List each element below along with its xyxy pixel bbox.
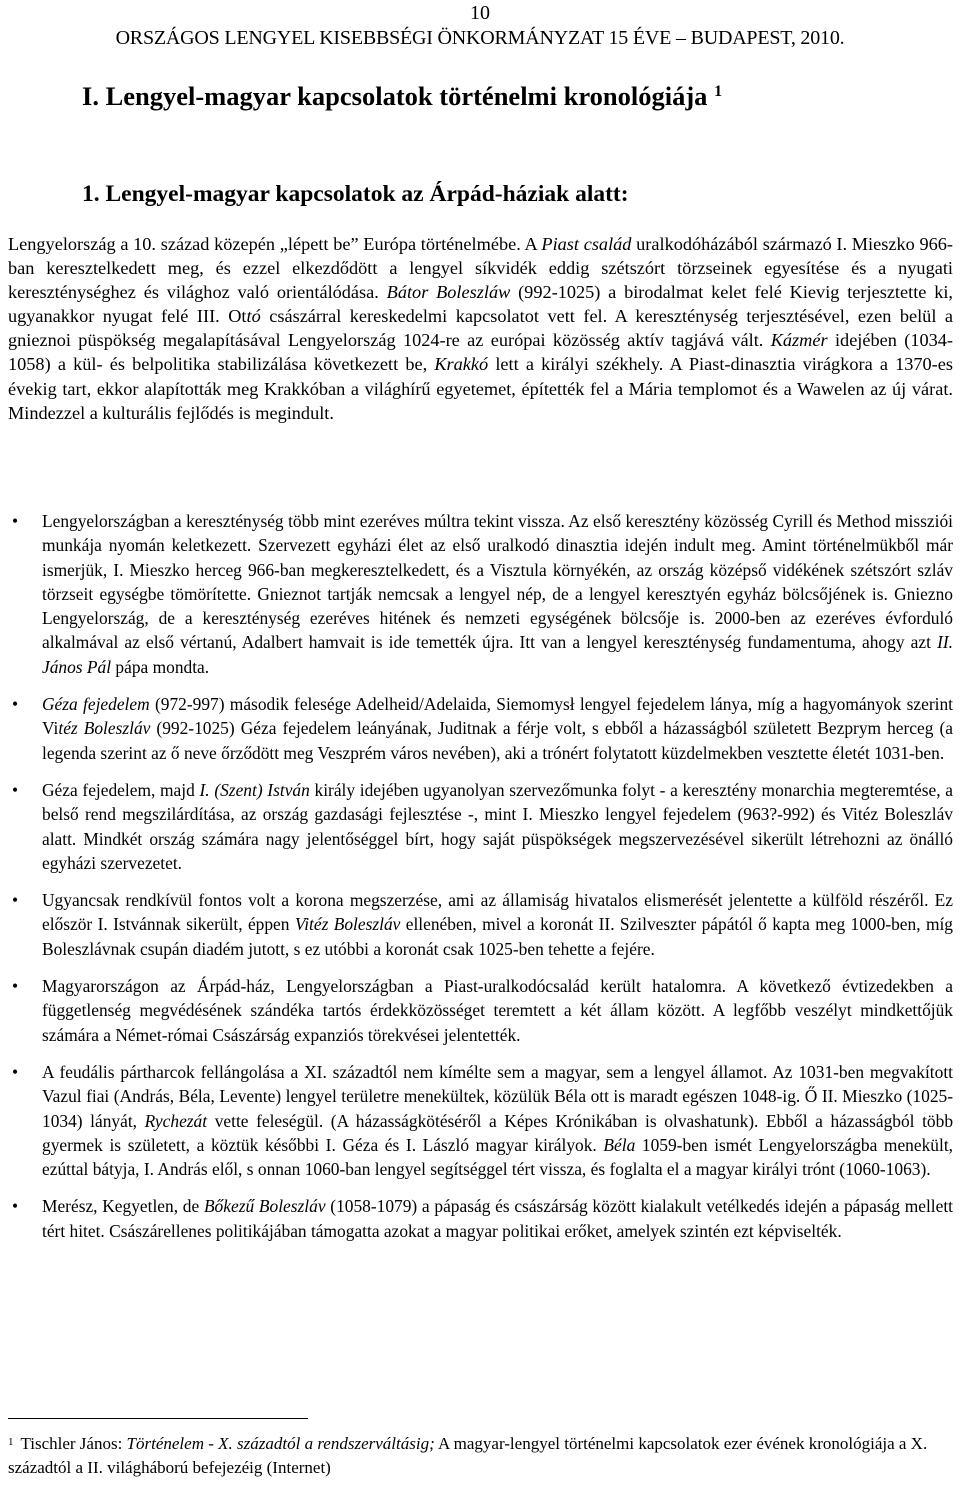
list-item [0,778,953,875]
intro-emphasis: Bátor Boleszláw [386,282,511,303]
list-item-text: Géza fejedelem, majd [42,779,200,800]
list-item-text: 1059-ben ismét Lengyelországba menekült, ezúttal bátyja, I. András elől, s onnan 1060-ban lengyel segítséggel tért vissza, és foglalta el a magyar királyi trónt (1060-1063). [42,1134,953,1180]
bullet-icon: • [12,511,19,531]
bullet-icon: • [12,779,19,800]
list-item-text: ellenében, mivel a koronát II. Szilveszter pápától ő kapta meg 1000-ben, míg Boleszlávnak csupán diadém jutott, s ez utóbbi a koronát csak 1025-ben tehette a fejére. [42,914,953,959]
bullet-icon: • [12,694,19,715]
bullet-icon: • [12,1196,19,1217]
bullet-icon: • [12,976,19,997]
intro-paragraph [8,232,953,425]
bullet-list [0,509,953,1243]
footnote [8,1432,948,1480]
list-item [0,1194,953,1243]
footnote-emphasis: Történelem - X. századtól a rendszerváltásig; [126,1434,435,1453]
footnote-separator [8,1418,308,1419]
footnote-reference[interactable]: 1 [714,83,723,100]
running-header: ORSZÁGOS LENGYEL KISEBBSÉGI ÖNKORMÁNYZAT 15 ÉVE – BUDAPEST, 2010. [115,27,845,49]
list-item-emphasis: I. (Szent) István [199,779,310,800]
footnote-text: Tischler János: [16,1434,127,1453]
list-item-text: király idejében ugyanolyan szervezőmunka folyt - a keresztény monarchia megteremtése, a belső rend megszilárdítása, az ország gazdasági fejlesztése -, mint I. Mieszko lengyel fejedelem (963?-992) és Vitéz Boleszláv alatt. Mindkét ország számára nagy jelentőséggel bírt, hogy saját püspökségek megszervezésével sikerült létrehozni az önálló egyházi szervezetet. [42,779,953,873]
list-item-text: pápa mondta. [111,656,210,677]
intro-emphasis: Krakkó [434,354,489,375]
list-item-emphasis: Vitéz Boleszláv [294,914,401,935]
list-item-text: (1058-1079) a pápaság és császárság között kialakult vetélkedés idején a pápaság mellett tért hitet. Császárellenes politikájában támogatta azokat a magyar politikai erőket, amelyek szintén ezt képviselték. [42,1196,954,1241]
list-item-text: (992-1025) Géza fejedelem leányának, Juditnak a férje volt, s ebből a házasságból született Bezprym herceg (a legenda szerint az ő neve őrződött meg Veszprém város nevében), aki a trónért folytatott küzdelmekben vesztette életét 1031-ben. [42,718,953,763]
intro-emphasis: Piast család [541,234,632,254]
list-item-text: Ugyancsak rendkívül fontos volt a korona megszerzése, ami az államiság hivatalos elismerését jelentette a külföld részéről. Ez először I. Istvánnak sikerült, éppen [42,890,953,935]
list-item-text: A feudális pártharcok fellángolása a XI. századtól nem kímélte sem a magyar, sem a lengyel államot. Az 1031-ben megvakított Vazul fiai (András, Béla, Levente) lengyel területre menekültek, közülük Béla ott is maradt egészen 1048-ig. Ő II. Mieszko (1025-1034) lányát, [42,1061,953,1131]
list-item [0,692,953,765]
intro-emphasis: Kázmér [770,330,828,351]
list-item-text: Merész, Kegyetlen, de [42,1196,204,1217]
intro-text: Lengyelország a 10. század közepén „lépett be” Európa történelmébe. A [8,234,542,254]
footnote-text: A magyar-lengyel történelmi kapcsolatok ezer évének kronológiája a X. századtól a II. világháború befejezéig (Internet) [8,1434,928,1477]
intro-text: császárral kereskedelmi kapcsolatot vett fel. A kereszténység terjesztésével, ezen belül a gnieznoi püspökség megalapításával Lengyelország 1024-re az európai közösség aktív tagjává vált. [8,306,953,351]
chapter-title-text: I. Lengyel-magyar kapcsolatok történelmi kronológiája [82,81,708,111]
list-item-emphasis: II. János Pál [42,632,953,677]
list-item-emphasis: téz Boleszláv [58,718,151,739]
list-item-emphasis: Géza fejedelem [42,694,150,715]
list-item [0,1060,953,1181]
list-item-text: Lengyelországban a kereszténység több mint ezeréves múltra tekint vissza. Az első keresztény közösség Cyrill és Method missziói munkája nyomán keletkezett. Szervezett egyházi élet az első uralkodó dinasztia idején indult meg. Amint történelmükből már ismerjük, I. Mieszko herceg 966-ban megkeresztelkedett, és a Visztula környékén, az ország középső vidékének szétszórt szláv törzseit egységbe tömörítette. Gnieznot tartják nemcsak a lengyel nép, de a lengyel keresztyén egyház bölcsőjének is. Gniezno Lengyelország, de a kereszténység ezeréves hitének és nemzeti egységének bölcsője is. 2000-ben az ezeréves évforduló alkalmával az első vértanú, Adalbert hamvait is ide temették újra. Itt van a lengyel kereszténység fundamentuma, ahogy azt [42,511,953,653]
list-item-text: vette feleségül. (A házasságkötéséről a Képes Krónikában is olvashatunk). Ebből a házasságból több gyermek is született, a köztük későbbi I. Géza és I. László magyar királyok. [42,1110,954,1155]
intro-emphasis: tó [246,306,261,327]
chapter-title [82,80,922,112]
intro-text: idejében (1034-1058) a kül- és belpolitika stabilizálása következett be, [8,330,953,375]
list-item-emphasis: Béla [603,1134,636,1155]
list-item [0,888,953,961]
bullet-icon: • [12,1061,19,1082]
list-item-emphasis: Bőkezű Boleszláv [203,1196,326,1217]
list-item-emphasis: Rychezát [144,1110,208,1131]
bullet-icon: • [12,890,19,911]
page-number: 10 [470,2,490,24]
list-item-text: (972-997) második felesége Adelheid/Adelaida, Siemomysł lengyel fejedelem lánya, míg a hagyományok szerint Vi [42,694,954,739]
intro-text: uralkodóházából származó I. Mieszko 966-ban keresztelkedett meg, és ezzel elkezdődött a lengyel síkvidék eddig szétszórt törzseinek egyesítése és a nyugati kereszténységhez és világhoz való orientálódása. [8,234,953,303]
intro-text: (992-1025) a birodalmat kelet felé Kievig terjesztette ki, ugyanakkor nyugat felé III. Ot [8,282,954,327]
list-item-text: Magyarországon az Árpád-ház, Lengyelországban a Piast-uralkodócsalád került hatalomra. A következő évtizedekben a függetlenség megvédésének szándéka tartós érdekközösséget teremtett a két állam között. A legfőbb veszélyt mindkettőjük számára a Német-római Császárság expanziós törekvései jelentették. [42,976,953,1045]
intro-text: lett a királyi székhely. A Piast-dinasztia virágkora a 1370-es évekig tart, ekkor alapították meg Krakkóban a világhírű egyetemet, építették fel a Mária templomot és a Wawelen az új várat. Mindezzel a kulturális fejlődés is megindult. [8,354,953,423]
list-item [0,509,953,679]
section-heading: 1. Lengyel-magyar kapcsolatok az Árpád-háziak alatt: [82,181,629,207]
list-item [0,974,953,1047]
footnote-number: 1 [8,1436,14,1448]
